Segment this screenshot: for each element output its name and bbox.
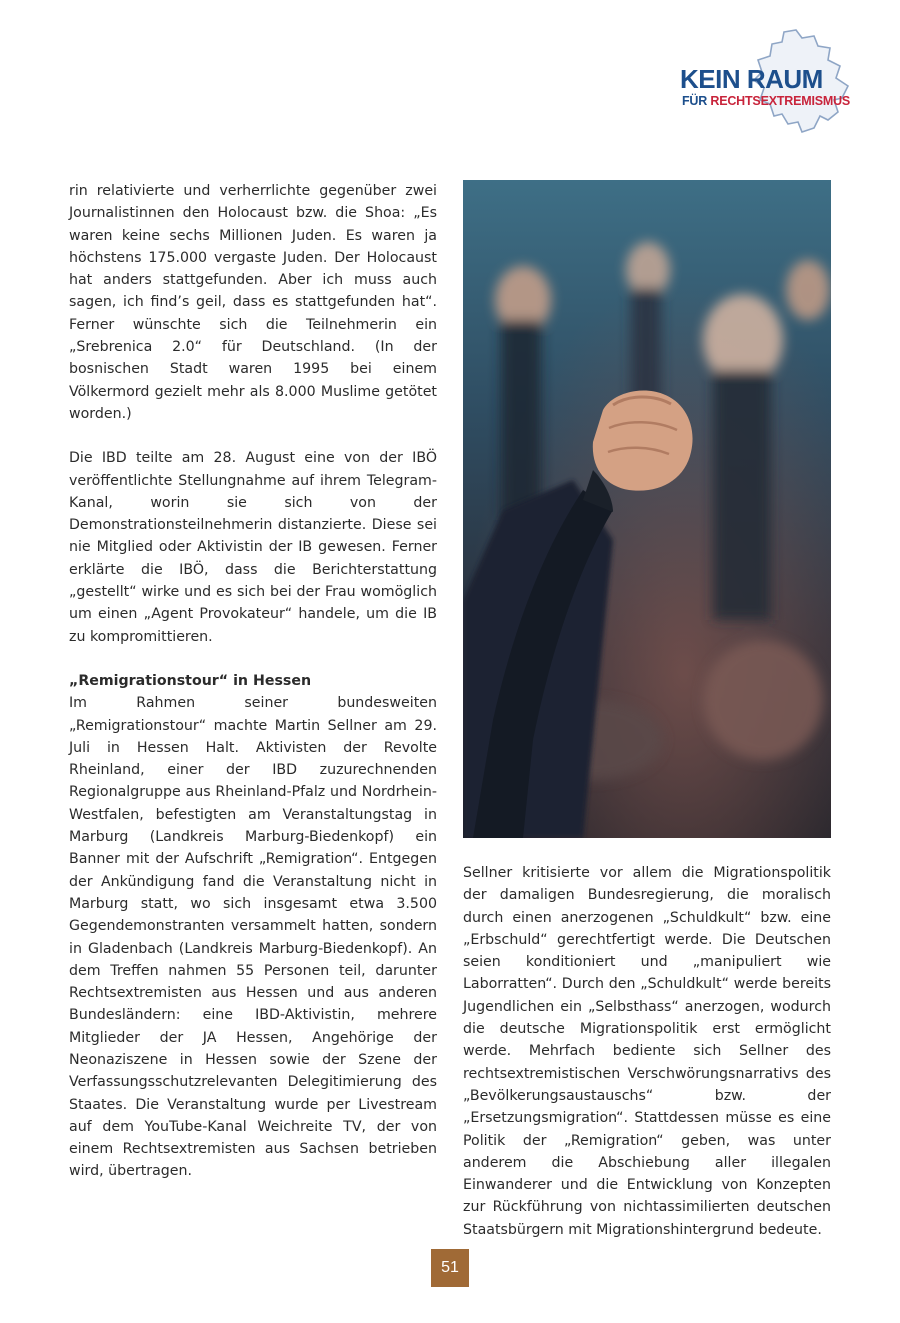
logo-title: KEIN RAUM <box>680 64 823 94</box>
section-heading: „Remigrationstour“ in Hessen <box>69 672 312 689</box>
paragraph: rin relativierte und verherrlichte gegenüber zwei Journalistinnen den Holocaust bzw. die Shoa: „Es waren keine sechs Millionen Juden. Es waren ja höchstens 175.000 vergaste Juden. Der Holocaust hat anders stattgefunden. Aber ich muss auch sagen, ich find’s geil, dass es stattgefunden hat“. Ferner wünschte sich die Teilnehmerin ein „Srebrenica 2.0“ für Deutschland. (In der bosnischen Stadt waren 1995 bei einem Völkermord gezielt mehr als 8.000 Muslime getötet worden.) <box>69 183 437 422</box>
right-column <box>463 862 831 1241</box>
paragraph: Im Rahmen seiner bundesweiten „Remigrationstour“ machte Martin Sellner am 29. Juli in Hessen Halt. Aktivisten der Revolte Rheinland, einer der IBD zuzurechnenden Regionalgruppe aus Rheinland-Pfalz und Nordrhein-Westfalen, befestigten am Veranstaltungstag in Marburg (Landkreis Marburg-Biedenkopf) ein Banner mit der Aufschrift „Remigration“. Entgegen der Ankündigung fand die Veranstaltung nicht in Marburg statt, wo sich insgesamt etwa 3.500 Gegendemonstranten versammelt hatten, sondern in Gladenbach (Landkreis Marburg-Biedenkopf). An dem Treffen nahmen 55 Personen teil, darunter Rechtsextremisten aus Hessen und aus anderen Bundesländern: eine IBD-Aktivistin, mehrere Mitglieder der JA Hessen, Angehörige der Neonaziszene in Hessen sowie der Szene der Verfassungsschutzrelevanten Delegitimierung des Staates. Die Veranstaltung wurde per Livestream auf dem YouTube-Kanal Weichreite TV, der von einem Rechtsextremisten aus Sachsen betrieben wird, übertragen. <box>69 695 437 1180</box>
left-column <box>69 180 437 1183</box>
photo-illustration <box>463 180 831 838</box>
logo-subtitle <box>682 94 850 108</box>
logo-subtitle-emphasis: RECHTSEXTREMISMUS <box>710 94 851 108</box>
page-number: 51 <box>431 1249 469 1287</box>
paragraph: Die IBD teilte am 28. August eine von der IBÖ veröffentlichte Stellungnahme auf ihrem Telegram-Kanal, worin sie sich von der Demonstrationsteilnehmerin distanzierte. Diese sei nie Mitglied oder Aktivistin der IB gewesen. Ferner erklärte die IBÖ, dass die Berichterstattung „gestellt“ wirke und es sich bei der Frau womöglich um einen „Agent Provokateur“ handele, um die IB zu kompromittieren. <box>69 450 437 645</box>
paragraph: Sellner kritisierte vor allem die Migrationspolitik der damaligen Bundesregierung, die moralisch durch einen anerzogenen „Schuldkult“ bzw. eine „Erbschuld“ gerechtfertigt werde. Die Deutschen seien konditioniert und „manipuliert wie Laborratten“. Durch den „Schuldkult“ werde bereits Jugendlichen ein „Selbsthass“ anerzogen, wodurch die deutsche Migrationspolitik erst ermöglicht werde. Mehrfach bediente sich Sellner des rechtsextremistischen Verschwörungsnarrativs des „Bevölkerungsaustauschs“ bzw. der „Ersetzungsmigration“. Stattdessen müsse es eine Politik der „Remigration“ geben, was unter anderem die Abschiebung aller illegalen Einwanderer und die Entwicklung von Konzepten zur Rückführung von nichtassimilierten deutschen Staatsbürgern mit Migrationshintergrund bedeute. <box>463 865 831 1238</box>
logo-subtitle-prefix: FÜR <box>682 94 711 108</box>
protest-fists-photo <box>463 180 831 838</box>
logo <box>672 28 862 140</box>
